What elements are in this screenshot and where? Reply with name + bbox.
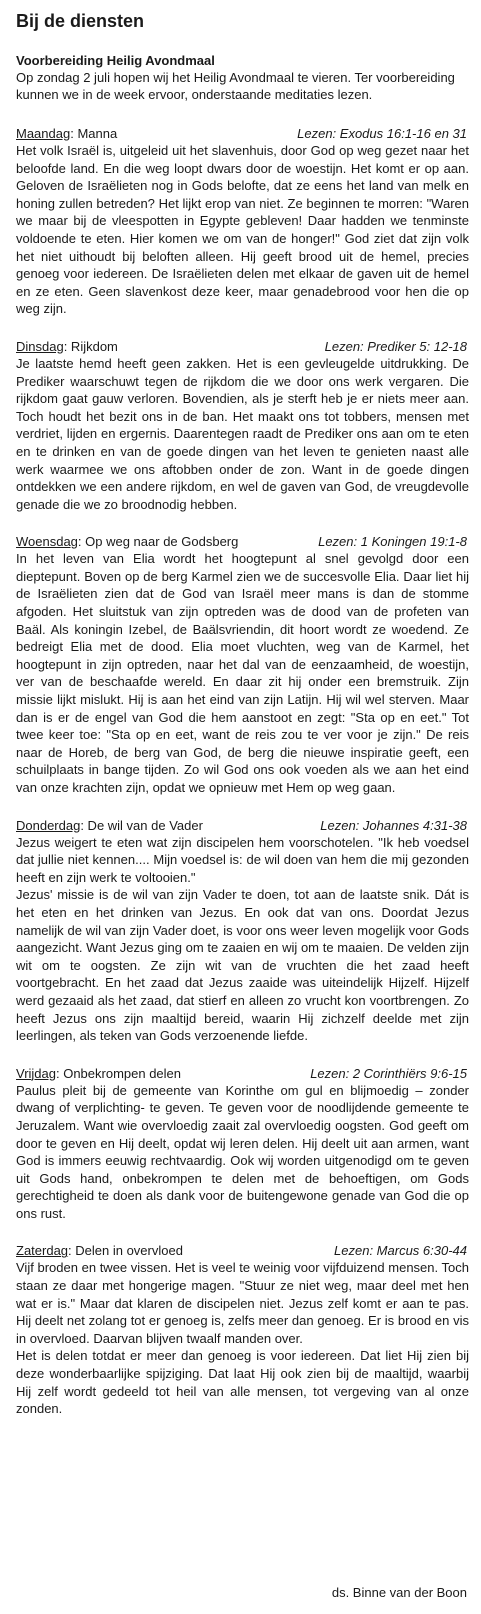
day-section (16, 533, 469, 796)
day-heading (16, 125, 469, 142)
section-title: Bij de diensten (16, 11, 145, 31)
day-text (16, 355, 469, 513)
paragraph: Jezus' missie is de wil van zijn Vader te doen, tot aan de laatste snik. Dát is het eten en het drinken van Jezus. En ook dat van ons. Doordat Jezus namelijk de wil van zijn Vader doet, is voor ons weer leven mogelijk voor Gods aangezicht. Want Jezus ging om te zaaien en wij om te maaien. De velden zijn wit om te oogsten. Ze zijn wit van de vruchten die het zaad heeft voortgebracht. En het zaad dat Jezus zaaide was uiteindelijk Hijzelf. Hijzelf werd gezaaid als het zaad, dat stierf en alleen zo vrucht kon voortbrengen. Zo heeft Jezus ons zijn maaltijd bereid, waarin Hij zichzelf deelde met zijn leerlingen, als teken van Gods verzoenende liefde. (16, 887, 469, 1044)
day-section (16, 338, 469, 513)
paragraph: In het leven van Elia wordt het hoogtepunt al snel gevolgd door een dieptepunt. Boven op de berg Karmel zien we de succesvolle Elia. Daar liet hij de Israëlieten zien dat de God van Israël meer mans is dan de stomme afgoden. Het sluitstuk van zijn optreden was de dood van de profeten van Baäl. Als koningin Izebel, de Baälsvriendin, dit hoort wordt ze woedend. Ze bedreigt Elia met de dood. Elia moet vluchten, weg van de Karmel, het hoogtepunt in zijn optreden, naar het dal van de eenzaamheid, de woestijn, ver van de beschaafde wereld. En daar zit hij onder een bremstruik. Zijn missie lijkt mislukt. Hij is aan het eind van zijn Latijn. Hij wil wel sterven. Maar dan is er de engel van God die hem aanstoot en zegt: "Sta op en eet." Tot twee keer toe: "Sta op en eet, want de reis zou te ver voor je zijn." De reis naar de Horeb, de berg van God, de berg die nieuwe inspiratie geeft, een schuilplaats in bange tijden. Zo wil God ons ook voeden als we aan het eind van onze krachten zijn, opdat we opnieuw met Hem op weg gaan. (16, 551, 469, 795)
day-name: Woensdag (16, 534, 78, 550)
day-topic: : Manna (70, 126, 118, 141)
day-text (16, 834, 469, 1045)
day-title (16, 125, 117, 142)
day-heading (16, 1242, 469, 1259)
day-title (16, 817, 203, 834)
paragraph: Het is delen totdat er meer dan genoeg is voor iedereen. Dat liet Hij zien bij deze wonderbaarlijke spijziging. Dat laat Hij ook zien bij de maaltijd, waarbij Hij zelf wordt gedeeld tot heil van alle mensen, tot vergeving van al onze zonden. (16, 1348, 469, 1417)
day-section (16, 125, 469, 318)
day-topic: : Op weg naar de Godsberg (77, 534, 239, 550)
day-heading (16, 817, 469, 834)
day-name: Zaterdag (16, 1243, 69, 1259)
day-topic: : Delen in overvloed (68, 1243, 183, 1259)
intro-text: Op zondag 2 juli hopen wij het Heilig Avondmaal te vieren. Ter voorbereiding kunnen we in de week ervoor, onderstaande meditaties lezen. (16, 70, 455, 102)
day-title (16, 338, 118, 355)
day-section (16, 1242, 469, 1417)
day-title (16, 533, 238, 550)
day-name: Dinsdag (16, 338, 64, 354)
day-section (16, 1065, 469, 1223)
reading-reference: Lezen: 2 Corinthiërs 9:6-15 (310, 1065, 467, 1081)
reading-reference: Lezen: Prediker 5: 12-18 (324, 338, 467, 354)
day-title (16, 1242, 183, 1259)
signature: ds. Binne van der Boon (331, 1585, 467, 1600)
reading-reference: Lezen: Marcus 6:30-44 (334, 1243, 467, 1259)
reading-reference: Lezen: 1 Koningen 19:1-8 (318, 534, 467, 550)
day-heading (16, 533, 469, 550)
day-name: Vrijdag (16, 1065, 56, 1081)
paragraph: Het volk Israël is, uitgeleid uit het slavenhuis, door God op weg gezet naar het beloofde land. En die weg loopt dwars door de woestijn. Het komt er op aan. Geloven de Israëlieten nog in Gods belofte, dat ze eens het land van melk en honing zullen betreden? Het lijkt erop van niet. Ze beginnen te morren: "Waren we maar bij de vleespotten in Egypte gebleven! Daar hadden we tenminste voldoende te eten. Hier komen we om van de honger!" God ziet dat zijn volk het niet uithoudt bij beloften alleen. Hij geeft brood uit de hemel, precies genoeg voor iedereen. De Israëlieten delen met elkaar de gaven uit de hemel en ze eten. Geen slavenkost deze keer, maar genadebrood voor hen die op weg zijn. (16, 143, 469, 317)
day-topic: : Rijkdom (63, 338, 118, 354)
day-heading (16, 338, 469, 355)
day-name: Maandag (16, 126, 71, 141)
day-heading (16, 1065, 469, 1082)
day-section (16, 817, 469, 1045)
intro-title: Voorbereiding Heilig Avondmaal (16, 53, 215, 68)
day-text (16, 1259, 469, 1417)
reading-reference: Lezen: Exodus 16:1-16 en 31 (297, 126, 467, 141)
paragraph: Paulus pleit bij de gemeente van Korinthe om gul en blijmoedig – zonder dwang of verplichting- te geven. Te geven voor de noodlijdende gemeente te Jeruzalem. Want wie overvloedig zaait zal overvloedig oogsten. God geeft om door te geven en Hij deelt, opdat wij leren delen. Hij deelt uit aan armen, want God is immers eeuwig rechtvaardig. Ook wij worden uitgenodigd om te geven uit Gods hand, onbekrompen te delen met de behoeftigen, om Gods gerechtigheid te doen als dank voor de buitengewone genade van God die op ons rust. (16, 1082, 469, 1221)
days-list (16, 125, 469, 1418)
paragraph: Jezus weigert te eten wat zijn discipelen hem voorschotelen. "Ik heb voedsel dat jullie niet kennen.... Mijn voedsel is: de wil doen van hem die mij gezonden heeft en zijn werk te voltooien." (16, 834, 469, 885)
day-topic: : De wil van de Vader (80, 817, 203, 833)
day-text (16, 550, 469, 796)
reading-reference: Lezen: Johannes 4:31-38 (320, 817, 467, 833)
day-text (16, 1082, 469, 1223)
paragraph: Vijf broden en twee vissen. Het is veel te weinig voor vijfduizend mensen. Toch staan ze daar met hongerige magen. "Stuur ze niet weg, maar deel met hen wat er is." Maar dat klaren de discipelen niet. Jezus zelf komt er aan te pas. Hij deelt net zolang tot er genoeg is, zelfs meer dan genoeg. Er is brood en vis in overvloed. Daarvan blijven twaalf manden over. (16, 1260, 469, 1346)
day-name: Donderdag (16, 817, 81, 833)
day-title (16, 1065, 181, 1082)
day-topic: : Onbekrompen delen (55, 1065, 182, 1081)
day-text (16, 142, 469, 318)
paragraph: Je laatste hemd heeft geen zakken. Het is een gevleugelde uitdrukking. De Prediker waarschuwt tegen de rijkdom die we door ons werk vergaren. Die rijkdom gaat gauw verloren. Bovendien, als je sterft heb je er niets meer aan. Toch houdt het bezit ons in de ban. Het maakt ons tot tobbers, mensen met verdriet, lijden en ergernis. Daarentegen raadt de Prediker ons aan om te eten en te drinken en van de goede dingen van het leven te genieten naast alle werk waarmee we ons aftobben onder de zon. Want in de goede dingen ontdekken we een andere rijkdom, en wel de gaven van God, de vreugdevolle genade die we zo broodnodig hebben. (16, 355, 469, 512)
